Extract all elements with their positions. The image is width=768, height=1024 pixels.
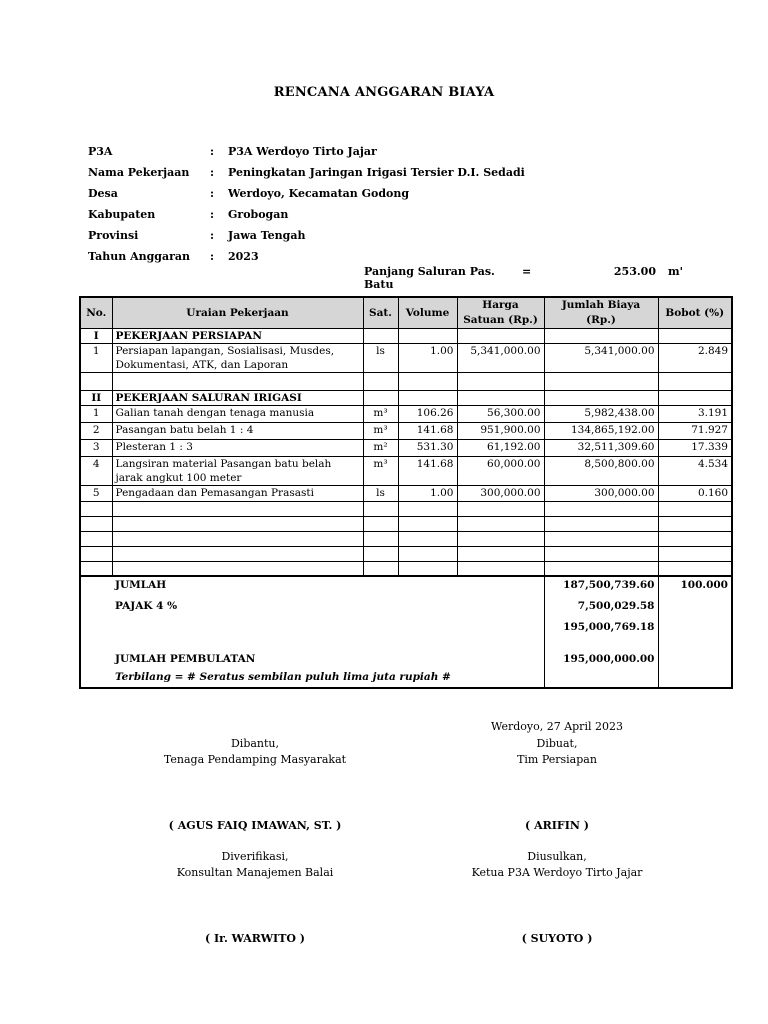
row-harga: 56,300.00 — [457, 406, 544, 423]
pembulatan-label: JUMLAH PEMBULATAN — [112, 650, 544, 668]
row-uraian: Pengadaan dan Pemasangan Prasasti — [112, 486, 363, 502]
blank-row — [80, 562, 732, 576]
info-separator: : — [210, 187, 215, 200]
header-sat: Sat. — [363, 297, 398, 329]
header-no: No. — [80, 297, 112, 329]
row-volume: 141.68 — [398, 423, 457, 440]
row-bobot: 0.160 — [658, 486, 732, 502]
info-separator: : — [210, 229, 215, 242]
spacer-row — [80, 636, 732, 650]
table-row-continuation — [80, 471, 732, 486]
row-harga: 951,900.00 — [457, 423, 544, 440]
blank-row — [80, 373, 732, 391]
info-value: Jawa Tengah — [228, 229, 306, 242]
header-uraian: Uraian Pekerjaan — [112, 297, 363, 329]
table-row — [80, 344, 732, 359]
row-no: 3 — [80, 440, 112, 457]
row-bobot: 2.849 — [658, 344, 732, 359]
panjang-label: Panjang Saluran Pas. Batu — [364, 265, 495, 291]
row-jumlah: 300,000.00 — [544, 486, 658, 502]
row-sat: ls — [363, 344, 398, 359]
table-row — [80, 486, 732, 502]
section-no: II — [80, 391, 112, 406]
table-row-continuation — [80, 358, 732, 373]
row-volume: 141.68 — [398, 457, 457, 472]
info-separator: : — [210, 145, 215, 158]
table-row — [80, 406, 732, 423]
panjang-unit: m' — [668, 265, 684, 278]
sig-name: ( Ir. WARWITO ) — [204, 932, 305, 945]
row-no: 2 — [80, 423, 112, 440]
row-jumlah: 134,865,192.00 — [544, 423, 658, 440]
blank-row — [80, 517, 732, 532]
pembulatan-row — [80, 650, 732, 668]
pembulatan-value: 195,000,000.00 — [544, 650, 658, 668]
section-title: PEKERJAAN SALURAN IRIGASI — [112, 391, 363, 406]
row-jumlah: 5,982,438.00 — [544, 406, 658, 423]
info-label: Kabupaten — [88, 208, 156, 221]
panjang-value: 253.00 — [613, 265, 656, 278]
row-bobot: 17.339 — [658, 440, 732, 457]
terbilang-row — [80, 668, 732, 688]
row-uraian: Pasangan batu belah 1 : 4 — [112, 423, 363, 440]
sig-title-line: Ketua P3A Werdoyo Tirto Jajar — [471, 866, 643, 879]
header-jumlah: Jumlah Biaya (Rp.) — [544, 297, 658, 329]
info-label: Nama Pekerjaan — [88, 166, 190, 179]
row-sat: m³ — [363, 457, 398, 472]
terbilang-text: Terbilang = # Seratus sembilan puluh lima juta rupiah # — [112, 668, 544, 688]
blank-row — [80, 502, 732, 517]
signature-block-right-bottom — [440, 850, 674, 945]
info-row-kabupaten — [88, 204, 525, 225]
signature-block-left-top — [140, 737, 370, 832]
row-sat: m³ — [363, 423, 398, 440]
panjang-saluran — [364, 265, 683, 291]
table-row — [80, 423, 732, 440]
sig-name: ( ARIFIN ) — [525, 819, 589, 832]
panjang-equals: = — [522, 265, 532, 278]
row-harga: 61,192.00 — [457, 440, 544, 457]
info-label: P3A — [88, 145, 113, 158]
section-title: PEKERJAAN PERSIAPAN — [112, 329, 363, 344]
header-harga: Harga Satuan (Rp.) — [457, 297, 544, 329]
row-uraian-cont: jarak angkut 100 meter — [112, 471, 363, 486]
sig-title-line: Tenaga Pendamping Masyarakat — [163, 753, 347, 766]
pajak-value: 7,500,029.58 — [544, 594, 658, 618]
row-jumlah: 8,500,800.00 — [544, 457, 658, 472]
info-value: Peningkatan Jaringan Irigasi Tersier D.I. Sedadi — [228, 166, 525, 179]
info-value: P3A Werdoyo Tirto Jajar — [228, 145, 377, 158]
sig-role-line: Diverifikasi, — [221, 850, 289, 863]
project-info — [88, 141, 525, 267]
row-bobot: 4.534 — [658, 457, 732, 472]
row-volume: 1.00 — [398, 486, 457, 502]
document-title: RENCANA ANGGARAN BIAYA — [273, 85, 495, 100]
place-date: Werdoyo, 27 April 2023 — [491, 720, 623, 733]
sig-role-line: Diusulkan, — [527, 850, 587, 863]
row-volume: 1.00 — [398, 344, 457, 359]
sig-name: ( SUYOTO ) — [521, 932, 593, 945]
section-no: I — [80, 329, 112, 344]
row-sat: m³ — [363, 406, 398, 423]
info-row-p3a — [88, 141, 525, 162]
table-header-row — [80, 297, 732, 329]
row-sat: ls — [363, 486, 398, 502]
info-row-nama-pekerjaan — [88, 162, 525, 183]
jumlah-label: JUMLAH — [112, 576, 544, 594]
info-row-desa — [88, 183, 525, 204]
total-value: 195,000,769.18 — [544, 618, 658, 636]
row-bobot: 3.191 — [658, 406, 732, 423]
jumlah-bobot: 100.000 — [658, 576, 732, 594]
info-value: 2023 — [228, 250, 259, 263]
pajak-row — [80, 594, 732, 618]
jumlah-value: 187,500,739.60 — [544, 576, 658, 594]
table-row — [80, 440, 732, 457]
row-uraian: Plesteran 1 : 3 — [112, 440, 363, 457]
row-harga: 300,000.00 — [457, 486, 544, 502]
row-volume: 531.30 — [398, 440, 457, 457]
row-sat: m² — [363, 440, 398, 457]
info-label: Provinsi — [88, 229, 139, 242]
row-harga: 5,341,000.00 — [457, 344, 544, 359]
info-row-provinsi — [88, 225, 525, 246]
signature-block-left-bottom — [140, 850, 370, 945]
row-no: 4 — [80, 457, 112, 472]
sig-title-line: Tim Persiapan — [517, 753, 597, 766]
row-no: 1 — [80, 344, 112, 359]
info-label: Tahun Anggaran — [88, 250, 191, 263]
row-bobot: 71.927 — [658, 423, 732, 440]
row-uraian: Langsiran material Pasangan batu belah — [112, 457, 363, 472]
row-uraian: Galian tanah dengan tenaga manusia — [112, 406, 363, 423]
blank-row — [80, 532, 732, 547]
signature-block-right-top — [440, 737, 674, 832]
table-row — [80, 457, 732, 472]
row-uraian: Persiapan lapangan, Sosialisasi, Musdes, — [112, 344, 363, 359]
header-volume: Volume — [398, 297, 457, 329]
info-separator: : — [210, 166, 215, 179]
row-jumlah: 5,341,000.00 — [544, 344, 658, 359]
info-separator: : — [210, 208, 215, 221]
info-value: Grobogan — [228, 208, 289, 221]
section-row — [80, 329, 732, 344]
row-jumlah: 32,511,309.60 — [544, 440, 658, 457]
info-separator: : — [210, 250, 215, 263]
info-label: Desa — [88, 187, 118, 200]
sig-role-line: Dibuat, — [536, 737, 578, 750]
row-volume: 106.26 — [398, 406, 457, 423]
budget-table — [79, 296, 733, 689]
row-no: 1 — [80, 406, 112, 423]
row-uraian-cont: Dokumentasi, ATK, dan Laporan — [112, 358, 363, 373]
info-row-tahun-anggaran — [88, 246, 525, 267]
section-row — [80, 391, 732, 406]
jumlah-row — [80, 576, 732, 594]
info-value: Werdoyo, Kecamatan Godong — [228, 187, 410, 200]
pajak-label: PAJAK 4 % — [112, 594, 544, 618]
blank-row — [80, 547, 732, 562]
header-bobot: Bobot (%) — [658, 297, 732, 329]
total-row — [80, 618, 732, 636]
sig-name: ( AGUS FAIQ IMAWAN, ST. ) — [168, 819, 342, 832]
sig-title-line: Konsultan Manajemen Balai — [176, 866, 334, 879]
row-harga: 60,000.00 — [457, 457, 544, 472]
sig-role-line: Dibantu, — [230, 737, 280, 750]
row-no: 5 — [80, 486, 112, 502]
